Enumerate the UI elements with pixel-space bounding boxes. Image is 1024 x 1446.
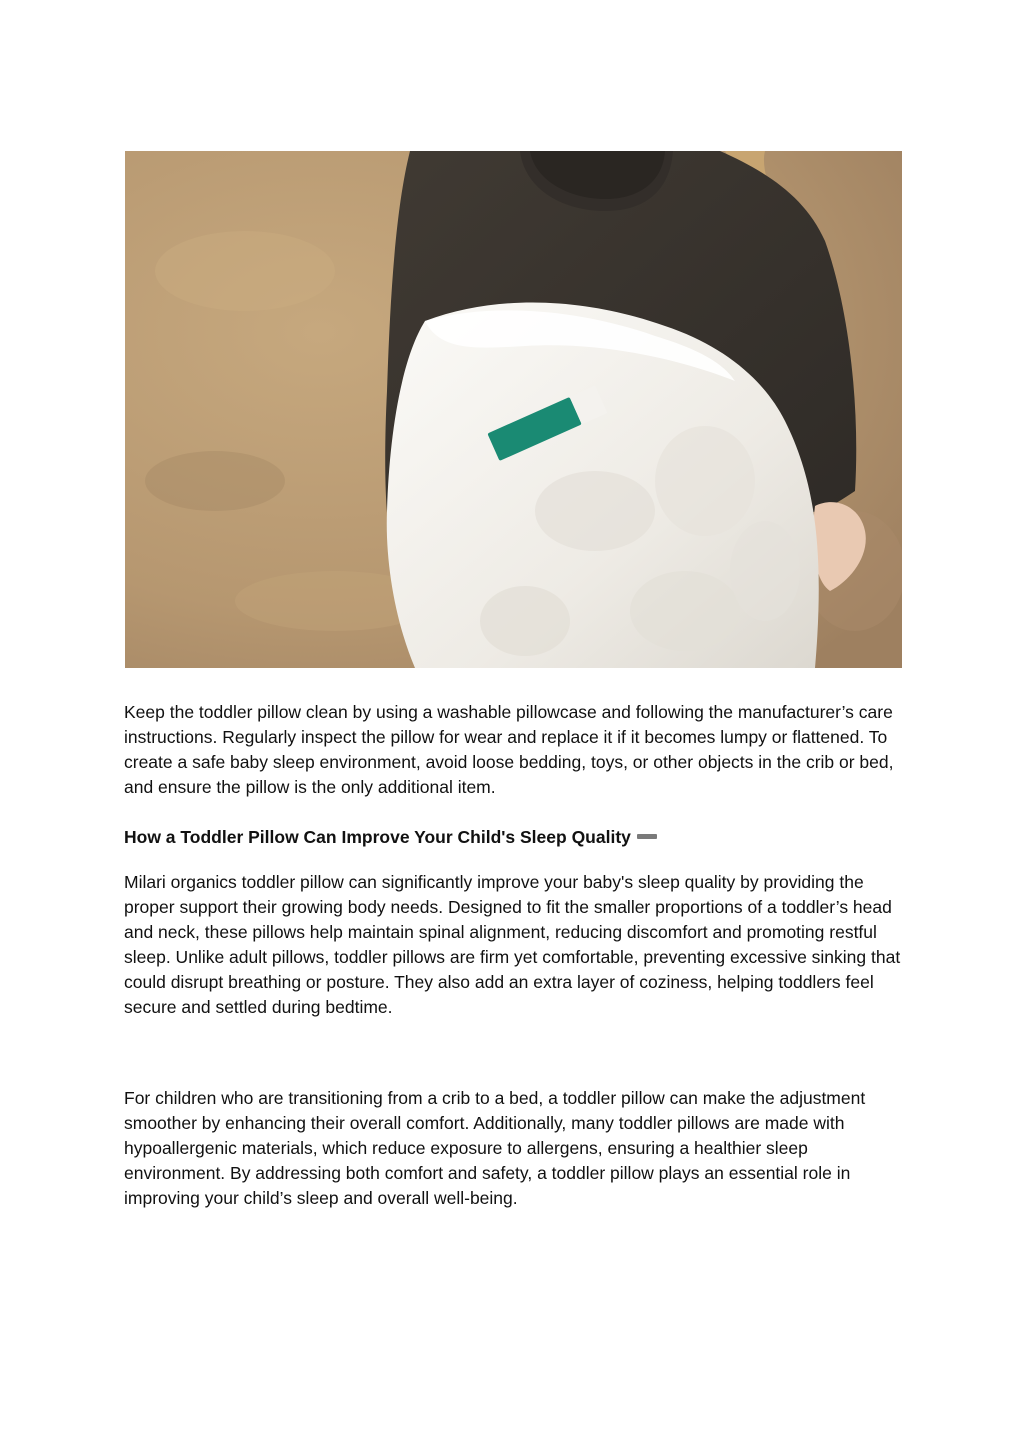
sleep-quality-paragraph: Milari organics toddler pillow can significantly improve your baby's sleep quality by providing the proper support their growing body needs. Designed to fit the smaller proportions of a toddler’s head and neck, these pillows help maintain spinal alignment, reducing discomfort and promoting restful sleep. Unlike adult pillows, toddler pillows are firm yet comfortable, preventing excessive sinking that could disrupt breathing or posture. They also add an extra layer of coziness, helping toddlers feel secure and settled during bedtime.	[124, 872, 901, 1017]
transition-paragraph: For children who are transitioning from a crib to a bed, a toddler pillow can make the adjustment smoother by enhancing their overall comfort. Additionally, many toddler pillows are made with hypoallergenic materials, which reduce exposure to allergens, ensuring a healthier sleep environment. By addressing both comfort and safety, a toddler pillow plays an essential role in improving your child’s sleep and overall well-being.	[124, 1088, 866, 1208]
toddler-pillow-photo	[125, 151, 902, 668]
care-instructions-paragraph: Keep the toddler pillow clean by using a washable pillowcase and following the manufacturer’s care instructions. Regularly inspect the pillow for wear and replace it if it becomes lumpy or flattened. To create a safe baby sleep environment, avoid loose bedding, toys, or other objects in the crib or bed, and ensure the pillow is the only additional item.	[124, 702, 894, 797]
minus-icon	[637, 834, 657, 839]
section-heading-text: How a Toddler Pillow Can Improve Your Child's Sleep Quality	[124, 827, 631, 847]
section-heading	[124, 825, 904, 850]
